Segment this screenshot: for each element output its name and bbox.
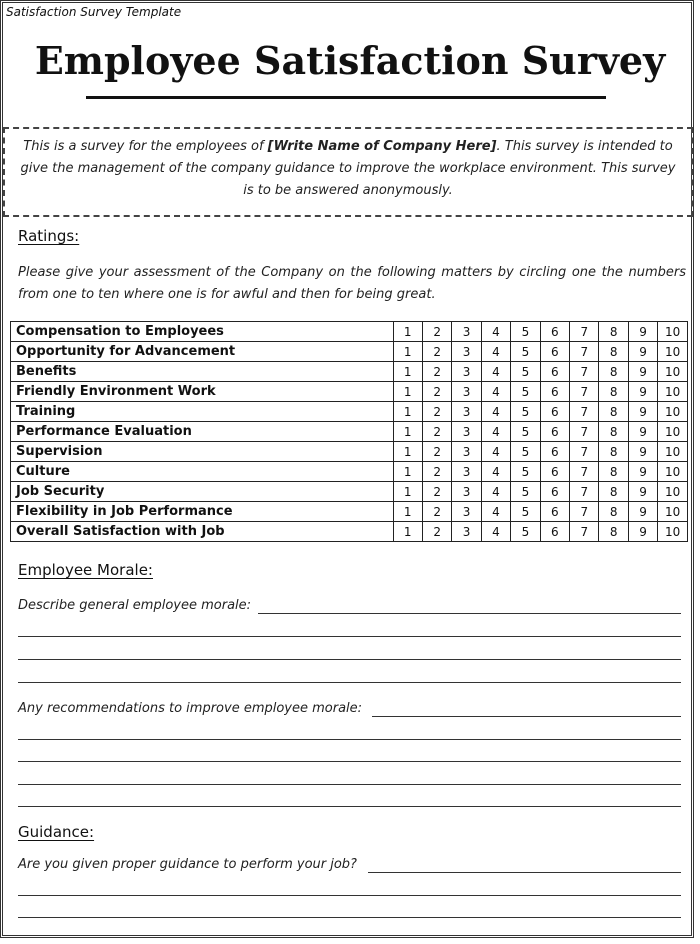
rating-option[interactable]: 3 (452, 502, 481, 522)
rating-option[interactable]: 10 (658, 442, 688, 462)
ratings-instructions: Please give your assessment of the Company on the following matters by circling one the numbers from one to ten where one is for awful and then for being great. (18, 265, 686, 302)
rating-option[interactable]: 6 (540, 402, 569, 422)
rating-option[interactable]: 10 (658, 402, 688, 422)
rating-option[interactable]: 3 (452, 442, 481, 462)
rating-option[interactable]: 4 (481, 322, 510, 342)
rating-row (11, 402, 688, 422)
rating-option[interactable]: 7 (570, 382, 599, 402)
intro-text-before: This is a survey for the employees of (23, 139, 268, 154)
rating-option[interactable]: 3 (452, 342, 481, 362)
rating-option[interactable]: 8 (599, 342, 628, 362)
rating-option[interactable]: 1 (393, 382, 422, 402)
rating-option[interactable]: 4 (481, 382, 510, 402)
rating-option[interactable]: 7 (570, 362, 599, 382)
rating-option[interactable]: 7 (570, 462, 599, 482)
rating-row (11, 422, 688, 442)
rating-option[interactable]: 9 (628, 322, 657, 342)
rating-option[interactable]: 6 (540, 342, 569, 362)
rating-item-label: Friendly Environment Work (11, 382, 394, 402)
rating-option[interactable]: 1 (393, 462, 422, 482)
answer-line[interactable] (18, 761, 681, 762)
answer-line[interactable] (18, 636, 681, 637)
rating-item-label: Supervision (11, 442, 394, 462)
rating-option[interactable]: 2 (422, 522, 451, 542)
rating-option[interactable]: 8 (599, 382, 628, 402)
rating-row (11, 322, 688, 342)
rating-option[interactable]: 1 (393, 482, 422, 502)
rating-option[interactable]: 2 (422, 482, 451, 502)
rating-option[interactable]: 4 (481, 522, 510, 542)
rating-item-label: Overall Satisfaction with Job (11, 522, 394, 542)
ratings-heading: Ratings: (18, 227, 80, 245)
rating-option[interactable]: 4 (481, 402, 510, 422)
rating-option[interactable]: 9 (628, 462, 657, 482)
rating-option[interactable]: 8 (599, 442, 628, 462)
rating-option[interactable]: 1 (393, 422, 422, 442)
rating-option[interactable]: 2 (422, 362, 451, 382)
rating-option[interactable]: 4 (481, 482, 510, 502)
rating-item-label: Training (11, 402, 394, 422)
answer-line[interactable] (258, 613, 681, 614)
rating-option[interactable]: 5 (511, 442, 540, 462)
answer-line[interactable] (18, 739, 681, 740)
answer-line[interactable] (368, 872, 681, 873)
answer-line[interactable] (18, 784, 681, 785)
rating-option[interactable]: 10 (658, 502, 688, 522)
rating-item-label: Benefits (11, 362, 394, 382)
rating-item-label: Performance Evaluation (11, 422, 394, 442)
intro-text-after: . This survey is intended to give the management of the company guidance to improve the workplace environment. This survey is to be answered anonymously. (20, 139, 676, 198)
rating-option[interactable]: 10 (658, 482, 688, 502)
rating-option[interactable]: 6 (540, 362, 569, 382)
intro-box (3, 127, 693, 217)
rating-option[interactable]: 8 (599, 362, 628, 382)
rating-option[interactable]: 3 (452, 482, 481, 502)
rating-option[interactable]: 7 (570, 522, 599, 542)
rating-option[interactable]: 9 (628, 382, 657, 402)
rating-option[interactable]: 1 (393, 502, 422, 522)
rating-option[interactable]: 2 (422, 382, 451, 402)
rating-option[interactable]: 6 (540, 522, 569, 542)
rating-option[interactable]: 9 (628, 342, 657, 362)
rating-option[interactable]: 5 (511, 502, 540, 522)
rating-option[interactable]: 5 (511, 382, 540, 402)
rating-option[interactable]: 8 (599, 462, 628, 482)
rating-option[interactable]: 3 (452, 322, 481, 342)
rating-option[interactable]: 10 (658, 522, 688, 542)
rating-item-label: Flexibility in Job Performance (11, 502, 394, 522)
rating-option[interactable]: 1 (393, 342, 422, 362)
rating-option[interactable]: 7 (570, 502, 599, 522)
template-label: Satisfaction Survey Template (6, 5, 182, 19)
rating-option[interactable]: 6 (540, 502, 569, 522)
answer-line[interactable] (18, 806, 681, 807)
ratings-table (10, 321, 688, 542)
rating-option[interactable]: 10 (658, 382, 688, 402)
answer-line[interactable] (18, 917, 681, 918)
rating-option[interactable]: 6 (540, 482, 569, 502)
rating-row (11, 382, 688, 402)
rating-row (11, 522, 688, 542)
rating-row (11, 482, 688, 502)
rating-option[interactable]: 8 (599, 422, 628, 442)
rating-option[interactable]: 3 (452, 422, 481, 442)
rating-option[interactable]: 5 (511, 322, 540, 342)
rating-option[interactable]: 3 (452, 522, 481, 542)
rating-option[interactable]: 2 (422, 462, 451, 482)
rating-option[interactable]: 2 (422, 442, 451, 462)
rating-row (11, 502, 688, 522)
rating-option[interactable]: 1 (393, 442, 422, 462)
rating-item-label: Opportunity for Advancement (11, 342, 394, 362)
rating-option[interactable]: 6 (540, 382, 569, 402)
rating-option[interactable]: 9 (628, 422, 657, 442)
rating-option[interactable]: 5 (511, 402, 540, 422)
rating-option[interactable]: 1 (393, 522, 422, 542)
rating-option[interactable]: 7 (570, 442, 599, 462)
rating-option[interactable]: 2 (422, 402, 451, 422)
rating-option[interactable]: 3 (452, 462, 481, 482)
rating-option[interactable]: 3 (452, 402, 481, 422)
rating-option[interactable]: 5 (511, 522, 540, 542)
rating-option[interactable]: 5 (511, 462, 540, 482)
rating-option[interactable]: 7 (570, 402, 599, 422)
rating-option[interactable]: 9 (628, 502, 657, 522)
answer-line[interactable] (372, 716, 681, 717)
morale-heading: Employee Morale: (18, 561, 153, 579)
rating-option[interactable]: 8 (599, 502, 628, 522)
rating-item-label: Job Security (11, 482, 394, 502)
rating-option[interactable]: 7 (570, 422, 599, 442)
rating-option[interactable]: 2 (422, 502, 451, 522)
morale-question-2: Any recommendations to improve employee morale: (18, 701, 363, 716)
rating-option[interactable]: 10 (658, 322, 688, 342)
rating-option[interactable]: 10 (658, 362, 688, 382)
rating-option[interactable]: 4 (481, 502, 510, 522)
rating-option[interactable]: 5 (511, 362, 540, 382)
rating-option[interactable]: 3 (452, 382, 481, 402)
page-title: Employee Satisfaction Survey (34, 38, 666, 83)
rating-option[interactable]: 1 (393, 402, 422, 422)
answer-line[interactable] (18, 895, 681, 896)
rating-row (11, 462, 688, 482)
rating-option[interactable]: 9 (628, 442, 657, 462)
rating-option[interactable]: 4 (481, 462, 510, 482)
guidance-question-1: Are you given proper guidance to perform your job? (18, 857, 357, 872)
rating-option[interactable]: 10 (658, 422, 688, 442)
morale-question-1: Describe general employee morale: (18, 598, 252, 613)
rating-option[interactable]: 4 (481, 342, 510, 362)
answer-line[interactable] (18, 659, 681, 660)
rating-option[interactable]: 6 (540, 322, 569, 342)
rating-option[interactable]: 9 (628, 482, 657, 502)
rating-option[interactable]: 9 (628, 362, 657, 382)
rating-option[interactable]: 10 (658, 342, 688, 362)
rating-option[interactable]: 2 (422, 342, 451, 362)
rating-option[interactable]: 9 (628, 402, 657, 422)
rating-option[interactable]: 5 (511, 342, 540, 362)
answer-line[interactable] (18, 682, 681, 683)
rating-option[interactable]: 7 (570, 322, 599, 342)
rating-option[interactable]: 4 (481, 362, 510, 382)
rating-option[interactable]: 2 (422, 422, 451, 442)
rating-option[interactable]: 10 (658, 462, 688, 482)
title-underline (86, 96, 606, 99)
rating-option[interactable]: 6 (540, 462, 569, 482)
rating-option[interactable]: 5 (511, 422, 540, 442)
rating-row (11, 442, 688, 462)
guidance-heading: Guidance: (18, 823, 95, 841)
rating-option[interactable]: 6 (540, 422, 569, 442)
rating-option[interactable]: 2 (422, 322, 451, 342)
rating-option[interactable]: 8 (599, 402, 628, 422)
rating-option[interactable]: 7 (570, 482, 599, 502)
rating-option[interactable]: 9 (628, 522, 657, 542)
rating-option[interactable]: 4 (481, 442, 510, 462)
rating-row (11, 362, 688, 382)
rating-option[interactable]: 7 (570, 342, 599, 362)
rating-option[interactable]: 6 (540, 442, 569, 462)
rating-option[interactable]: 8 (599, 482, 628, 502)
rating-option[interactable]: 8 (599, 522, 628, 542)
rating-item-label: Culture (11, 462, 394, 482)
rating-option[interactable]: 8 (599, 322, 628, 342)
company-name-placeholder[interactable]: [Write Name of Company Here] (267, 139, 497, 154)
rating-option[interactable]: 5 (511, 482, 540, 502)
rating-option[interactable]: 4 (481, 422, 510, 442)
rating-option[interactable]: 1 (393, 322, 422, 342)
rating-option[interactable]: 1 (393, 362, 422, 382)
rating-row (11, 342, 688, 362)
rating-item-label: Compensation to Employees (11, 322, 394, 342)
rating-option[interactable]: 3 (452, 362, 481, 382)
